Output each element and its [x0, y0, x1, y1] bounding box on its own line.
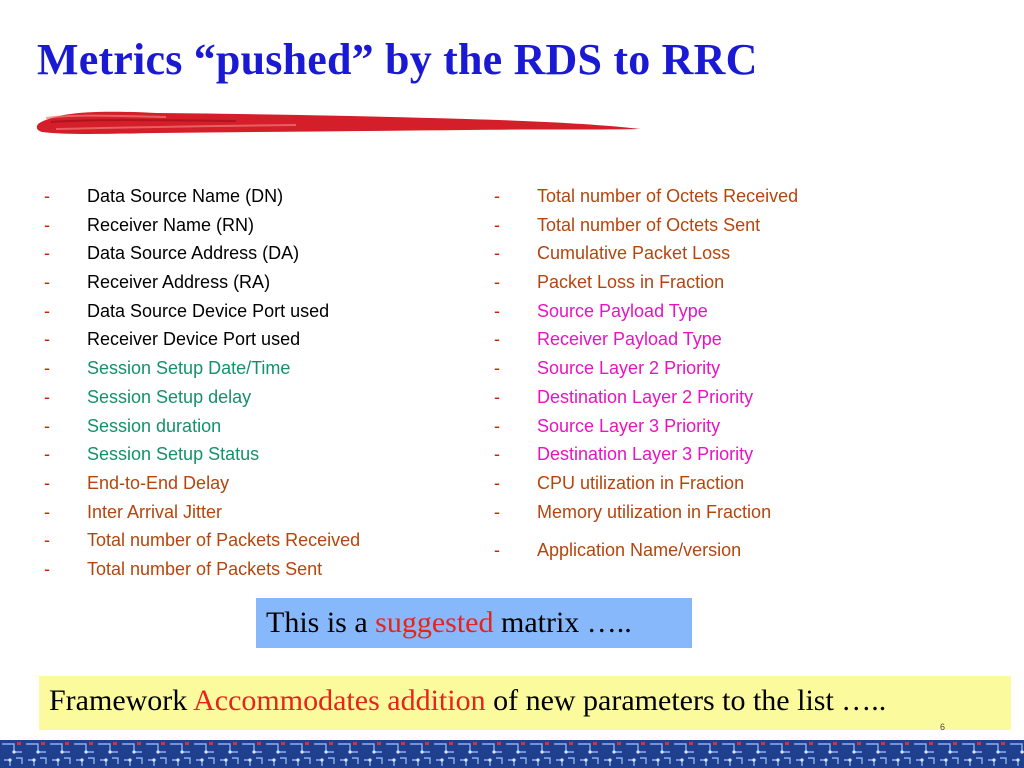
bullet-dash: -	[494, 186, 500, 206]
bullet-dash: -	[44, 558, 50, 579]
metric-list-item	[494, 328, 1014, 357]
metric-label: Destination Layer 3 Priority	[537, 444, 754, 465]
bullet-dash: -	[44, 300, 50, 321]
metric-list-item	[494, 386, 1014, 415]
metric-label: Inter Arrival Jitter	[87, 501, 223, 522]
metric-list-item	[494, 501, 1014, 530]
metric-list-item	[44, 271, 474, 300]
metric-label: Cumulative Packet Loss	[537, 243, 731, 264]
metric-list-item	[44, 185, 474, 214]
bullet-dash: -	[44, 329, 50, 350]
bullet-dash: -	[494, 415, 500, 436]
metric-list-item	[494, 472, 1014, 501]
bullet-dash: -	[494, 472, 500, 493]
metric-list-item	[494, 300, 1014, 329]
slide-title: Metrics “pushed” by the RDS to RRC	[37, 35, 758, 84]
metric-list-item	[44, 214, 474, 243]
metric-list-item	[44, 242, 474, 271]
bullet-dash: -	[494, 501, 500, 522]
metric-list-item	[44, 386, 474, 415]
bullet-dash: -	[44, 186, 50, 206]
bullet-dash: -	[44, 358, 50, 379]
framework-note	[39, 676, 1011, 730]
metric-label: End-to-End Delay	[87, 472, 230, 493]
metric-list-item	[44, 529, 474, 558]
metric-label: Receiver Name (RN)	[87, 214, 255, 235]
bullet-dash: -	[494, 444, 500, 465]
metric-list-item	[494, 539, 1014, 568]
metric-list-item	[44, 415, 474, 444]
left-metrics-list	[44, 185, 474, 587]
metric-label: Total number of Packets Received	[87, 530, 361, 551]
metric-label: Destination Layer 2 Priority	[537, 386, 754, 407]
metric-label: Total number of Octets Received	[537, 186, 799, 206]
metric-label: Data Source Name (DN)	[87, 186, 284, 206]
metric-label: Session duration	[87, 415, 222, 436]
bullet-dash: -	[494, 272, 500, 293]
metric-list-item	[44, 443, 474, 472]
bullet-dash: -	[494, 214, 500, 235]
metric-list-item	[44, 501, 474, 530]
bullet-dash: -	[494, 300, 500, 321]
bullet-dash: -	[494, 386, 500, 407]
metric-label: Total number of Packets Sent	[87, 558, 323, 579]
metric-list-item	[44, 328, 474, 357]
bullet-dash: -	[44, 444, 50, 465]
metric-label: Receiver Address (RA)	[87, 272, 271, 293]
metric-label: Packet Loss in Fraction	[537, 272, 725, 293]
metric-list-item	[44, 472, 474, 501]
metric-list-item	[494, 271, 1014, 300]
bullet-dash: -	[44, 530, 50, 551]
framework-prefix: Framework	[49, 684, 194, 717]
bullet-dash: -	[494, 243, 500, 264]
metric-list-item	[494, 242, 1014, 271]
metric-list-item	[44, 357, 474, 386]
bullet-dash: -	[494, 358, 500, 379]
red-brush-stroke	[36, 104, 646, 138]
bullet-dash: -	[494, 540, 500, 561]
metric-label: Receiver Payload Type	[537, 329, 722, 350]
suggested-matrix-note	[256, 598, 692, 648]
note-suffix: matrix …..	[493, 606, 632, 639]
metric-label: Receiver Device Port used	[87, 329, 301, 350]
metric-label: Source Layer 3 Priority	[537, 415, 721, 436]
metric-label: Data Source Device Port used	[87, 300, 330, 321]
page-number: 6	[940, 722, 946, 732]
metric-label: Application Name/version	[537, 540, 742, 561]
bullet-dash: -	[44, 415, 50, 436]
metric-label: Memory utilization in Fraction	[537, 501, 772, 522]
circuit-footer-band	[0, 740, 1024, 768]
metric-label: Data Source Address (DA)	[87, 243, 300, 264]
metric-list-item	[494, 185, 1014, 214]
metric-list-item	[44, 300, 474, 329]
bullet-dash: -	[44, 501, 50, 522]
metric-list-item	[494, 415, 1014, 444]
bullet-dash: -	[44, 243, 50, 264]
note-prefix: This is a	[266, 606, 376, 639]
metric-label: CPU utilization in Fraction	[537, 472, 745, 493]
metric-label: Session Setup Date/Time	[87, 358, 291, 379]
bullet-dash: -	[44, 214, 50, 235]
metric-list-item	[494, 443, 1014, 472]
metric-label: Source Layer 2 Priority	[537, 358, 721, 379]
metric-list-item	[44, 558, 474, 587]
bullet-dash: -	[44, 472, 50, 493]
metric-label: Source Payload Type	[537, 300, 708, 321]
bullet-dash: -	[494, 329, 500, 350]
metric-label: Session Setup Status	[87, 444, 260, 465]
metric-list-item	[494, 357, 1014, 386]
framework-suffix: of new parameters to the list …..	[485, 684, 887, 717]
note-highlight: suggested	[375, 606, 494, 639]
bullet-dash: -	[44, 272, 50, 293]
metric-list-item	[494, 214, 1014, 243]
framework-highlight: Accommodates addition	[193, 684, 486, 717]
metric-label: Session Setup delay	[87, 386, 252, 407]
bullet-dash: -	[44, 386, 50, 407]
right-metrics-list	[494, 185, 1014, 568]
metric-label: Total number of Octets Sent	[537, 214, 761, 235]
